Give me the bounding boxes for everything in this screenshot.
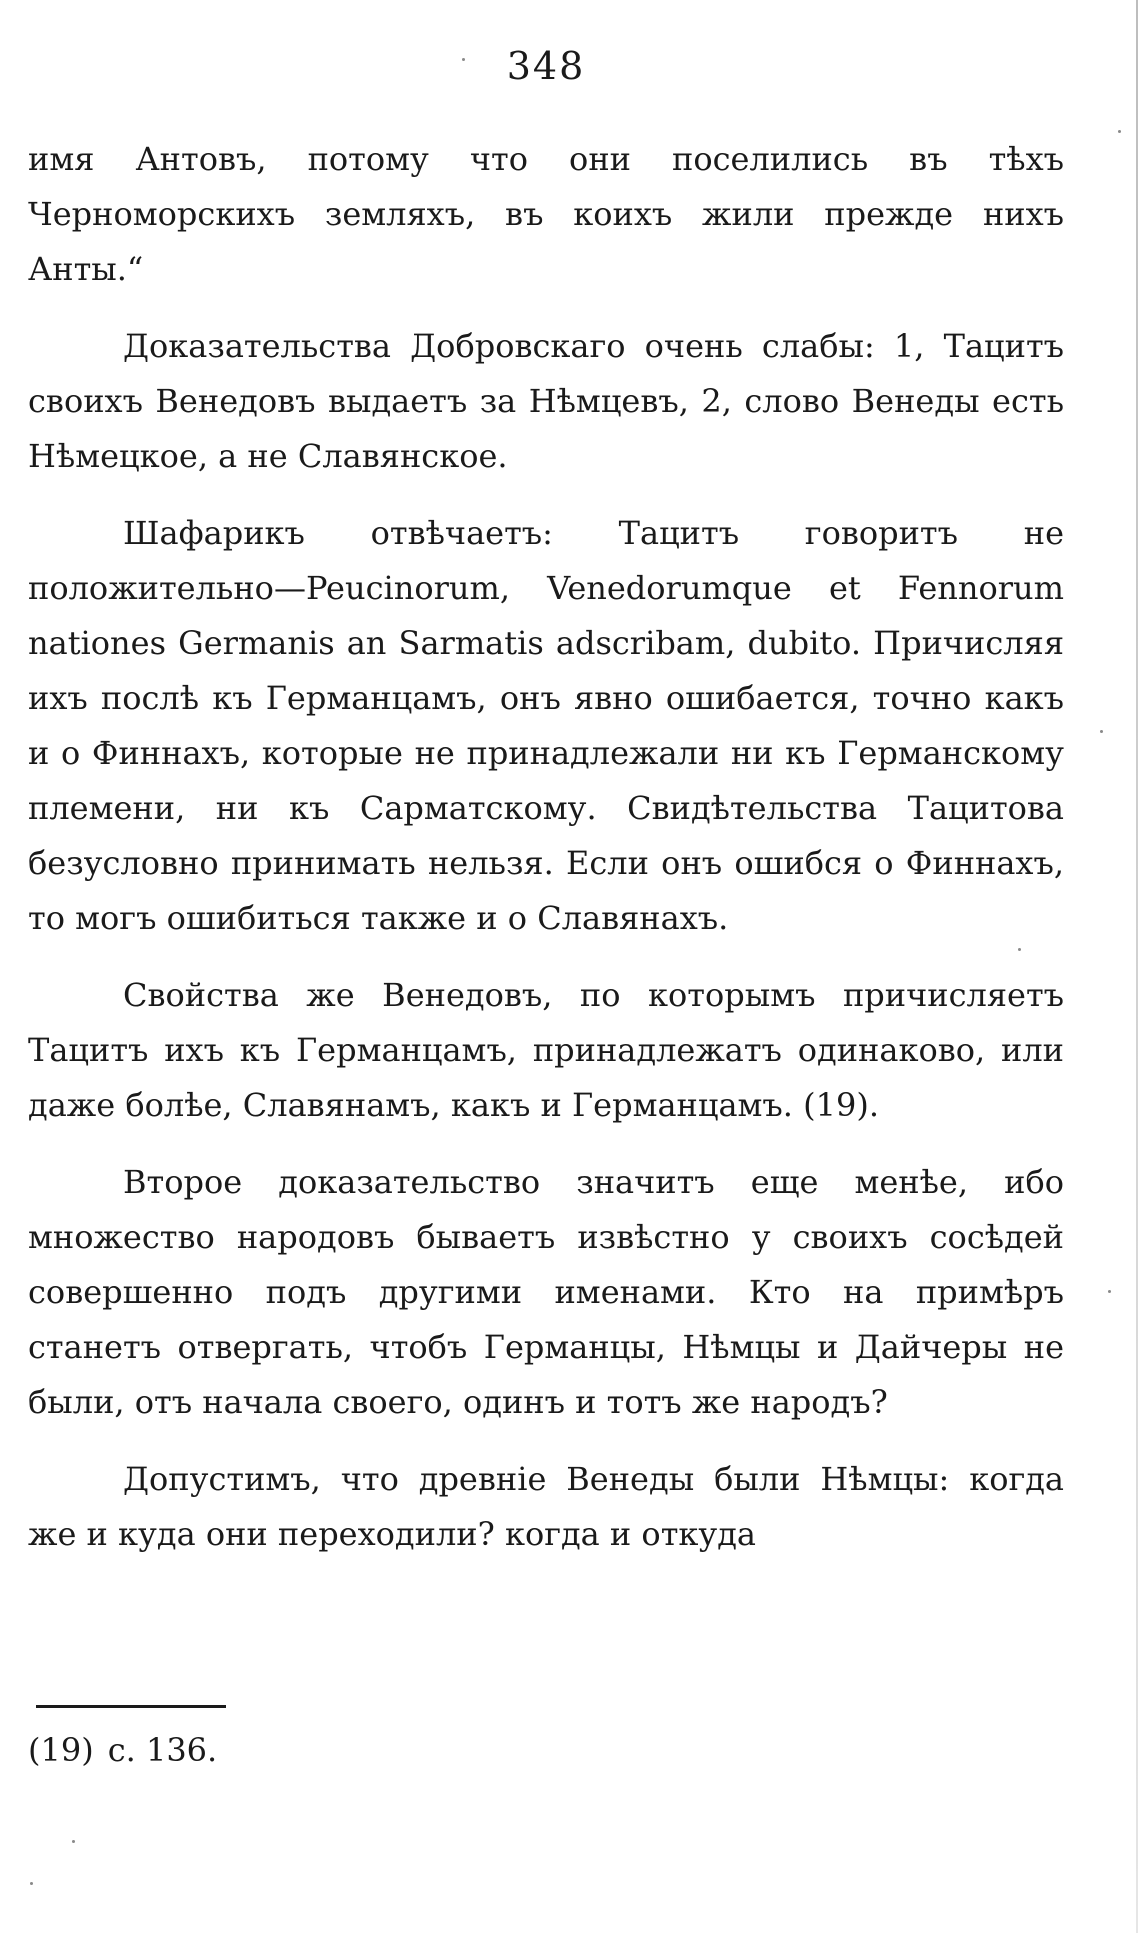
footnote-text: с. 136. [107,1731,218,1769]
scan-speck [1018,948,1021,951]
page-body [28,132,1064,1584]
footnote [28,1730,217,1770]
scan-speck [1108,1290,1111,1293]
book-page [28,0,1064,1933]
scan-speck [1100,730,1103,733]
scan-speck [30,1882,33,1885]
scan-speck [1118,130,1121,133]
scan-speck [72,1840,75,1843]
scan-speck [462,58,465,61]
page-number: 348 [506,44,586,88]
paragraph-suppose: Допустимъ, что древніе Венеды были Нѣмцы: когда же и куда они переходили? когда и откуда [28,1460,1064,1553]
footnote-marker: (19) [28,1731,94,1769]
paragraph-continuation: имя Антовъ, потому что они поселились въ тѣхъ Черноморскихъ земляхъ, въ коихъ жили прежде нихъ Анты.“ [28,140,1064,288]
paragraph-veneds-properties: Свойства же Венедовъ, по которымъ причисляетъ Тацитъ ихъ къ Германцамъ, принадлежатъ одинаково, или даже болѣе, Славянамъ, какъ и Германцамъ. (19). [28,976,1064,1124]
paragraph-dobrovsky-evidence: Доказательства Добровскаго очень слабы: 1, Тацитъ своихъ Венедовъ выдаетъ за Нѣмцевъ, 2, слово Венеды есть Нѣмецкое, а не Славянское. [28,327,1064,475]
paragraph-second-evidence: Второе доказательство значитъ еще менѣе, ибо множество народовъ бываетъ извѣстно у своихъ сосѣдей совершенно подъ другими именами. Кто на примѣръ станетъ отвергать, чтобъ Германцы, Нѣмцы и Дайчеры не были, отъ начала своего, одинъ и тотъ же народъ? [28,1163,1064,1421]
paragraph-shafarik-answer: Шафарикъ отвѣчаетъ: Тацитъ говоритъ не положительно—Peucinorum, Venedorumque et Fennorum nationes Germanis an Sarmatis adscribam, dubito. Причисляя ихъ послѣ къ Германцамъ, онъ явно ошибается, точно какъ и о Финнахъ, которые не принадлежали ни къ Германскому племени, ни къ Сарматскому. Свидѣтельства Тацитова безусловно принимать нельзя. Если онъ ошибся о Финнахъ, то могъ ошибиться также и о Славянахъ. [28,514,1064,937]
footnote-divider [36,1705,226,1708]
scan-edge [1136,0,1138,1933]
